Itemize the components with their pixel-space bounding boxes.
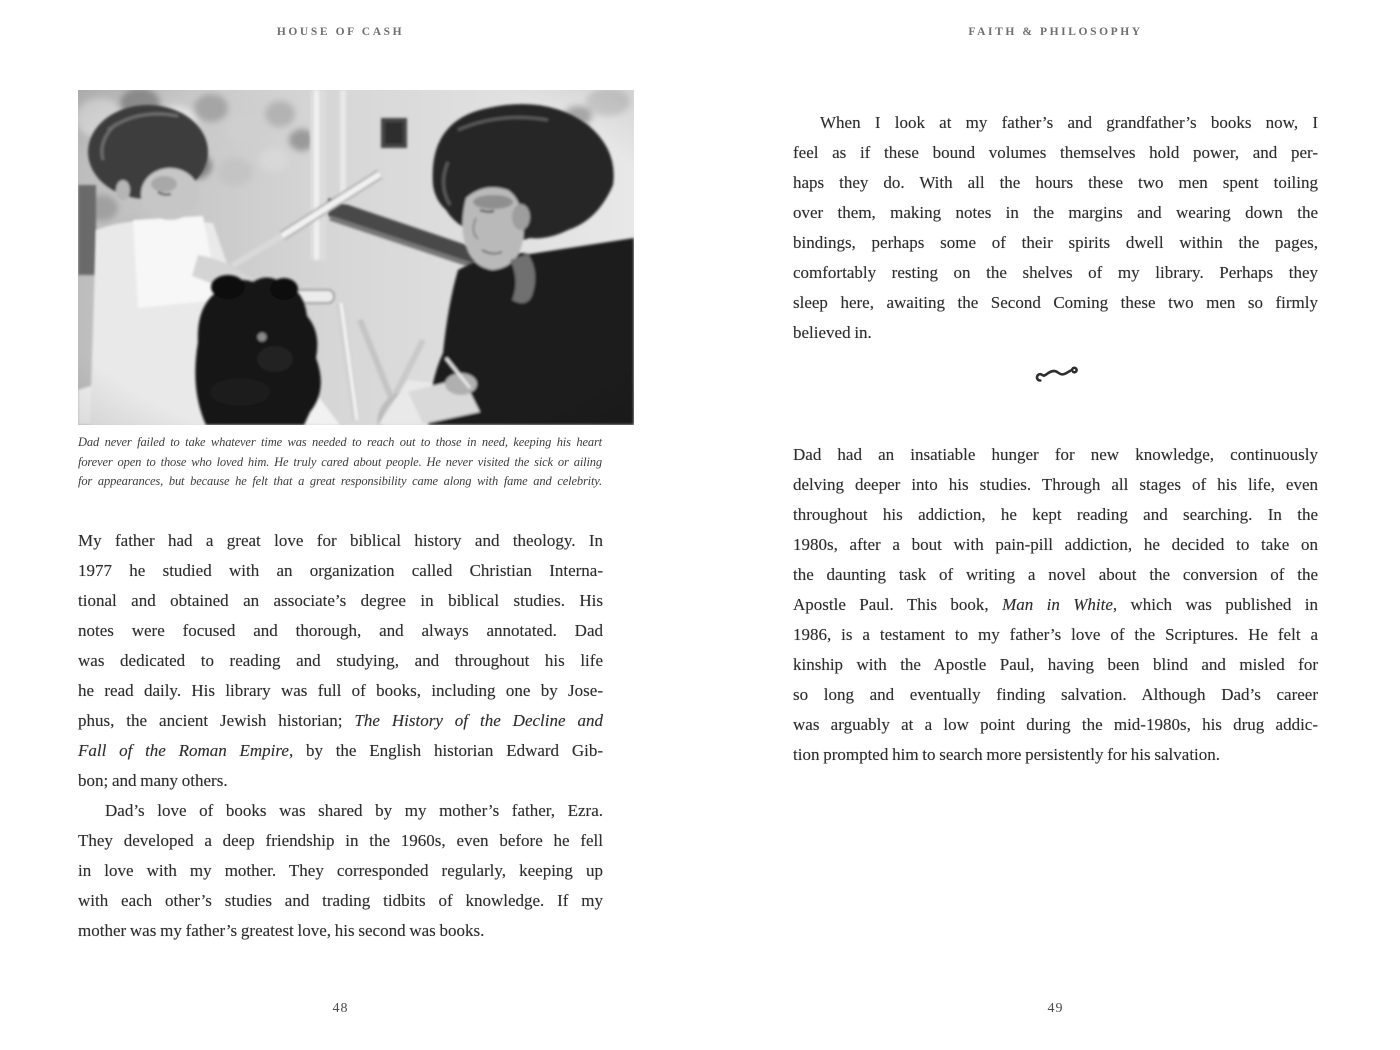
paragraph [793,108,1318,348]
text-run: mother was my father’s greatest love, his second was books. [78,921,485,940]
text-run: They developed a deep friendship in the 1960s, even before he fell [78,831,603,850]
text-run: notes were focused and thorough, and always annotated. Dad [78,621,603,640]
text-line [793,530,1318,560]
text-line [793,440,1318,470]
text-run: delving deeper into his studies. Through all stages of his life, even [793,475,1318,494]
page-number-right: 49 [1047,1001,1064,1016]
text-line [793,318,1318,348]
italic-run: Fall of the Roman Empire [78,741,289,760]
text-run: with each other’s studies and trading tidbits of knowledge. If my [78,891,603,910]
text-run: was dedicated to reading and studying, and throughout his life [78,651,603,670]
text-run: throughout his addiction, he kept reading and searching. In the [793,505,1318,524]
text-line [793,590,1318,620]
photo-vignette [78,90,634,425]
text-run: tion prompted him to search more persistently for his salvation. [793,745,1221,764]
text-line [793,740,1318,770]
text-line [793,650,1318,680]
text-line [78,886,603,916]
text-line [78,736,603,766]
text-line [793,500,1318,530]
text-line [78,706,603,736]
text-line [793,680,1318,710]
text-run: 1977 he studied with an organization called Christian Interna- [78,561,603,580]
text-line [78,586,603,616]
text-line [793,620,1318,650]
caption-line: Dad never failed to take whatever time was needed to reach out to those in need, keeping his heart [78,435,602,449]
text-run: tional and obtained an associate’s degree in biblical studies. His [78,591,603,610]
paragraph [78,796,603,946]
page-number-left: 48 [332,1001,349,1016]
text-run: bon; and many others. [78,771,228,790]
text-run: in love with my mother. They corresponded regularly, keeping up [78,861,603,880]
text-run: , which was published in [1112,595,1318,614]
text-line [793,710,1318,740]
text-line [78,676,603,706]
fleuron-icon [1032,364,1080,388]
text-run: was arguably at a low point during the mid-1980s, his drug addic- [793,715,1318,734]
paragraph [793,440,1318,770]
text-line [78,556,603,586]
text-run: kinship with the Apostle Paul, having been blind and misled for [793,655,1318,674]
text-run: sleep here, awaiting the Second Coming these two men so firmly [793,293,1318,312]
text-line [78,766,603,796]
text-line [793,288,1318,318]
italic-run: Man in White [1002,595,1113,614]
body-text-right-bottom [793,440,1318,770]
text-line [78,526,603,556]
text-run: he read daily. His library was full of books, including one by Jose- [78,681,603,700]
text-line [78,646,603,676]
text-line [793,228,1318,258]
text-run: over them, making notes in the margins and wearing down the [793,203,1318,222]
body-text-left [78,526,603,946]
text-run: the daunting task of writing a novel about the conversion of the [793,565,1318,584]
text-line [793,108,1318,138]
text-run: , by the English historian Edward Gib- [288,741,603,760]
caption-line: forever open to those who loved him. He truly cared about people. He never visited the sick or ailing [78,454,602,469]
text-line [78,916,603,946]
hospital-photo-illustration [78,90,634,425]
text-line [78,826,603,856]
photo-caption [78,433,602,492]
text-run: When I look at my father’s and grandfather’s books now, I [820,113,1318,132]
text-line [78,796,603,826]
text-run: Apostle Paul. This book, [793,595,1003,614]
text-line [793,258,1318,288]
text-run: 1980s, after a bout with pain-pill addiction, he decided to take on [793,535,1318,554]
running-head-left: HOUSE OF CASH [276,26,405,38]
text-run: haps they do. With all the hours these two men spent toiling [793,173,1318,192]
paragraph [78,526,603,796]
text-line [793,168,1318,198]
text-run: Dad had an insatiable hunger for new knowledge, continuously [793,445,1318,464]
text-run: My father had a great love for biblical history and theology. In [78,531,603,550]
italic-run: The History of the Decline and [354,711,603,730]
text-run: so long and eventually finding salvation. Although Dad’s career [793,685,1318,704]
caption-line: for appearances, but because he felt that a great responsibility came along with fame and celebrity. [78,474,602,488]
text-run: feel as if these bound volumes themselves hold power, and per- [793,143,1318,162]
text-line [793,470,1318,500]
text-run: bindings, perhaps some of their spirits dwell within the pages, [793,233,1318,252]
text-line [78,856,603,886]
section-break-ornament [793,364,1318,393]
text-line [793,560,1318,590]
text-run: 1986, is a testament to my father’s love of the Scriptures. He felt a [793,625,1318,644]
text-run: Dad’s love of books was shared by my mother’s father, Ezra. [105,801,603,820]
text-line [793,198,1318,228]
text-run: comfortably resting on the shelves of my library. Perhaps they [793,263,1318,282]
text-run: believed in. [793,323,872,342]
hospital-photo [78,90,634,425]
text-run: phus, the ancient Jewish historian; [78,711,355,730]
text-line [78,616,603,646]
body-text-right-top [793,108,1318,348]
running-head-right: FAITH & PHILOSOPHY [968,26,1143,38]
text-line [793,138,1318,168]
